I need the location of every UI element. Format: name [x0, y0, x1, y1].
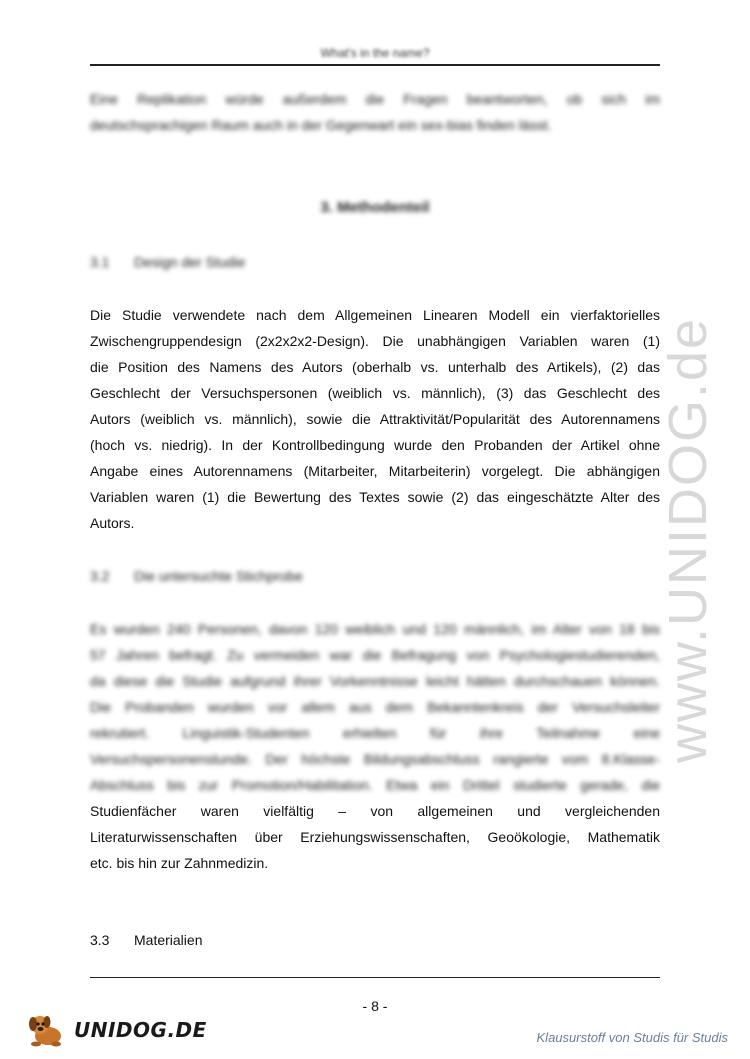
- paragraph-line: Autors (weiblich vs. männlich), sowie die Attraktivität/Popularität des Autorennamens: [90, 411, 660, 427]
- paragraph-line: Die Studie verwendete nach dem Allgemeinen Linearen Modell ein vierfaktorielles: [90, 307, 660, 323]
- page-number: - 8 -: [362, 998, 388, 1014]
- paragraph-line: Literaturwissenschaften über Erziehungswissenschaften, Geoökologie, Mathematik: [90, 829, 660, 845]
- sample-paragraph-blurred: [90, 616, 660, 798]
- subsection-title: Die untersuchte Stichprobe: [134, 568, 303, 584]
- paragraph-line: Zwischengruppendesign (2x2x2x2-Design). Die unabhängigen Variablen waren (1): [90, 333, 660, 349]
- paragraph-line: die Position des Namens des Autors (oberhalb vs. unterhalb des Artikels), (2) das: [90, 359, 660, 375]
- section-heading: 3. Methodenteil: [320, 199, 430, 216]
- paragraph-line: Studienfächer waren vielfältig – von allgemeinen und vergleichenden: [90, 803, 660, 819]
- dog-icon: [26, 1012, 76, 1048]
- paragraph-line: Angabe eines Autorennamens (Mitarbeiter, Mitarbeiterin) vorgelegt. Die abhängigen: [90, 463, 660, 479]
- paragraph-line: 57 Jahren befragt. Zu vermeiden war die Befragung von Psychologiestudierenden,: [90, 647, 660, 663]
- running-header: What's in the name?: [320, 46, 430, 60]
- paragraph-line: rekrutiert. Linguistik-Studenten erhielten für ihre Teilnahme eine: [90, 725, 660, 741]
- subsection-number: 3.1: [90, 254, 110, 270]
- intro-paragraph: [90, 86, 660, 138]
- paragraph-line: etc. bis hin zur Zahnmedizin.: [90, 855, 269, 871]
- paragraph-line: Die Probanden wurden vor allem aus dem Bekanntenkreis der Versuchsleiter: [90, 699, 660, 715]
- paragraph-line: deutschsprachigen Raum auch in der Gegenwart ein sex-bias finden lässt.: [90, 117, 552, 133]
- subsection-title: Materialien: [134, 932, 203, 948]
- paragraph-line: Versuchspersonenstunde. Der höchste Bildungsabschluss rangierte vom 8.Klasse-: [90, 751, 660, 767]
- paragraph-line: Es wurden 240 Personen, davon 120 weiblich und 120 männlich, im Alter von 18 bis: [90, 621, 660, 637]
- watermark-text: www.UNIDOG.de: [658, 316, 718, 764]
- subsection-title: Design der Studie: [134, 254, 246, 270]
- subsection-heading: [90, 568, 303, 584]
- paragraph-line: Variablen waren (1) die Bewertung des Textes sowie (2) das eingeschätzte Alter des: [90, 489, 660, 505]
- unidog-logo[interactable]: [26, 1012, 207, 1048]
- subsection-heading: [90, 932, 202, 948]
- footer-divider: [90, 977, 660, 978]
- header-divider: [90, 64, 660, 66]
- footer-tagline: Klausurstoff von Studis für Studis: [536, 1030, 728, 1045]
- subsection-number: 3.2: [90, 568, 110, 584]
- logo-wordmark: UNIDOG.DE: [74, 1018, 207, 1042]
- paragraph-line: Abschluss bis zur Promotion/Habilitation. Etwa ein Drittel studierte gerade, die: [90, 777, 660, 793]
- sample-paragraph-visible: [90, 798, 660, 876]
- paragraph-line: Autors.: [90, 515, 135, 531]
- paragraph-line: (hoch vs. niedrig). In der Kontrollbedingung wurde den Probanden der Artikel ohne: [90, 437, 660, 453]
- paragraph-line: Geschlecht der Versuchspersonen (weiblich vs. männlich), (3) das Geschlecht des: [90, 385, 660, 401]
- subsection-heading: [90, 254, 245, 270]
- design-paragraph: [90, 302, 660, 536]
- paragraph-line: Eine Replikation würde außerdem die Fragen beantworten, ob sich im: [90, 91, 660, 107]
- paragraph-line: da diese die Studie aufgrund ihrer Vorkenntnisse leicht hätten durchschauen können.: [90, 673, 660, 689]
- subsection-number: 3.3: [90, 932, 110, 948]
